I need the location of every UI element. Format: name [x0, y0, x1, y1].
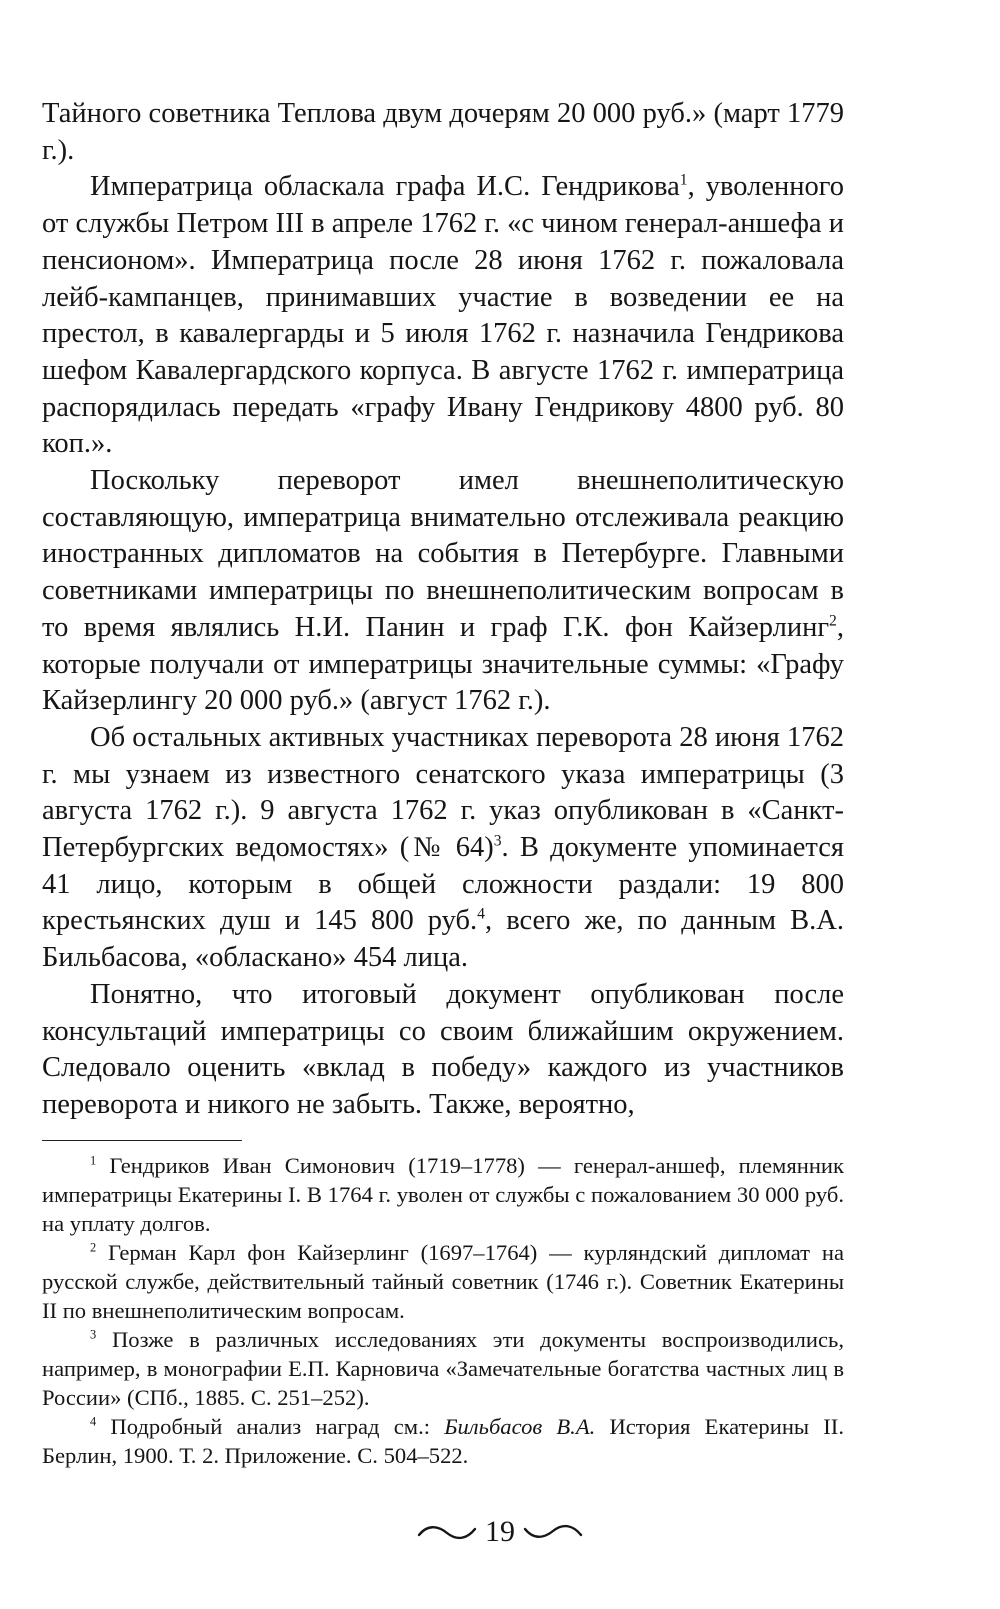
right-tilde-ornament-icon [523, 1523, 583, 1541]
page-number: 19 [485, 1515, 515, 1549]
paragraph-4-text-b: . В документе упоминается 41 лицо, которым в общей сложности раздали: 19 800 крестьянских душ и 145 800 руб. [42, 832, 844, 937]
paragraph-3-text-a: Поскольку переворот имел внешнеполитическую составляющую, императрица внимательно отслеживала реакцию иностранных дипломатов на события в Петербурге. Главными советниками императрицы по внешнеполитическим вопросам в то время являлись Н.И. Панин и граф Г.К. фон Кайзерлинг [42, 465, 844, 643]
footnote-marker-2: 2 [90, 1240, 97, 1255]
footnote-4-text-b: История Екатерины II. Берлин, 1900. Т. 2. Приложение. С. 504–522. [42, 1413, 844, 1468]
footnotes [42, 1151, 844, 1470]
footnote-4-author: Бильбасов В.А. [444, 1413, 596, 1439]
footnote-marker-4: 4 [90, 1414, 97, 1429]
footnote-ref-3: 3 [493, 832, 502, 850]
main-text [42, 96, 844, 1124]
page-number-block [0, 1510, 1000, 1552]
footnote-ref-1: 1 [679, 171, 688, 189]
footnote-4 [42, 1412, 844, 1470]
book-page [42, 96, 844, 1470]
footnote-3-text: Позже в различных исследованиях эти документы воспроизводились, например, в монографии Е.П. Карновича «Замечательные богатства частных лиц в России» (СПб., 1885. С. 251–252). [42, 1326, 844, 1410]
paragraph-2-text-b: , уволенного от службы Петром III в апреле 1762 г. «с чином генерал-аншефа и пенсионом». Императрица после 28 июня 1762 г. пожаловала лейб-кампанцев, принимавших участие в возведении ее на престол, в кавалергарды и 5 июля 1762 г. назначила Гендрикова шефом Кавалергардского корпуса. В августе 1762 г. императрица распорядилась передать «графу Ивану Гендрикову 4800 руб. 80 коп.». [42, 171, 844, 460]
footnote-marker-3: 3 [90, 1327, 97, 1342]
footnote-4-text-a: Подробный анализ наград см.: [110, 1413, 445, 1439]
paragraph-2-text-a: Императрица обласкала графа И.С. Гендрикова [90, 171, 680, 203]
paragraph-4-text-a: Об остальных активных участниках переворота 28 июня 1762 г. мы узнаем из известного сенатского указа императрицы (3 августа 1762 г.). 9 августа 1762 г. указ опубликован в «Санкт-Петербургских ведомостях» (№ 64) [42, 721, 844, 864]
paragraph-3-text-b: , которые получали от императрицы значительные суммы: «Графу Кайзерлингу 20 000 руб.» (август 1762 г.). [42, 611, 844, 717]
paragraph-3 [42, 463, 844, 720]
paragraph-5: Понятно, что итоговый документ опубликован после консультаций императрицы со своим ближайшим окружением. Следовало оценить «вклад в победу» каждого из участников переворота и никого не забыть. Также, вероятно, [42, 978, 844, 1120]
footnote-2 [42, 1238, 844, 1325]
footnote-1 [42, 1151, 844, 1238]
footnote-ref-4: 4 [477, 905, 485, 923]
paragraph-4-text-c: , всего же, по данным В.А. Бильбасова, «обласкано» 454 лица. [42, 905, 844, 974]
left-tilde-ornament-icon [417, 1523, 477, 1541]
footnote-2-text: Герман Карл фон Кайзерлинг (1697–1764) — курляндский дипломат на русской службе, действительный тайный советник (1746 г.). Советник Екатерины II по внешнеполитическим вопросам. [42, 1239, 844, 1323]
footnote-3 [42, 1325, 844, 1412]
footnote-ref-2: 2 [829, 612, 837, 630]
footnote-divider [42, 1140, 242, 1141]
footnote-1-text: Гендриков Иван Симонович (1719–1778) — генерал-аншеф, племянник императрицы Екатерины I. В 1764 г. уволен от службы с пожалованием 30 000 руб. на уплату долгов. [42, 1152, 844, 1236]
paragraph-4 [42, 720, 844, 977]
paragraph-1: Тайного советника Теплова двум дочерям 20 000 руб.» (март 1779 г.). [42, 98, 844, 166]
footnote-marker-1: 1 [90, 1153, 97, 1168]
paragraph-2 [42, 169, 844, 463]
